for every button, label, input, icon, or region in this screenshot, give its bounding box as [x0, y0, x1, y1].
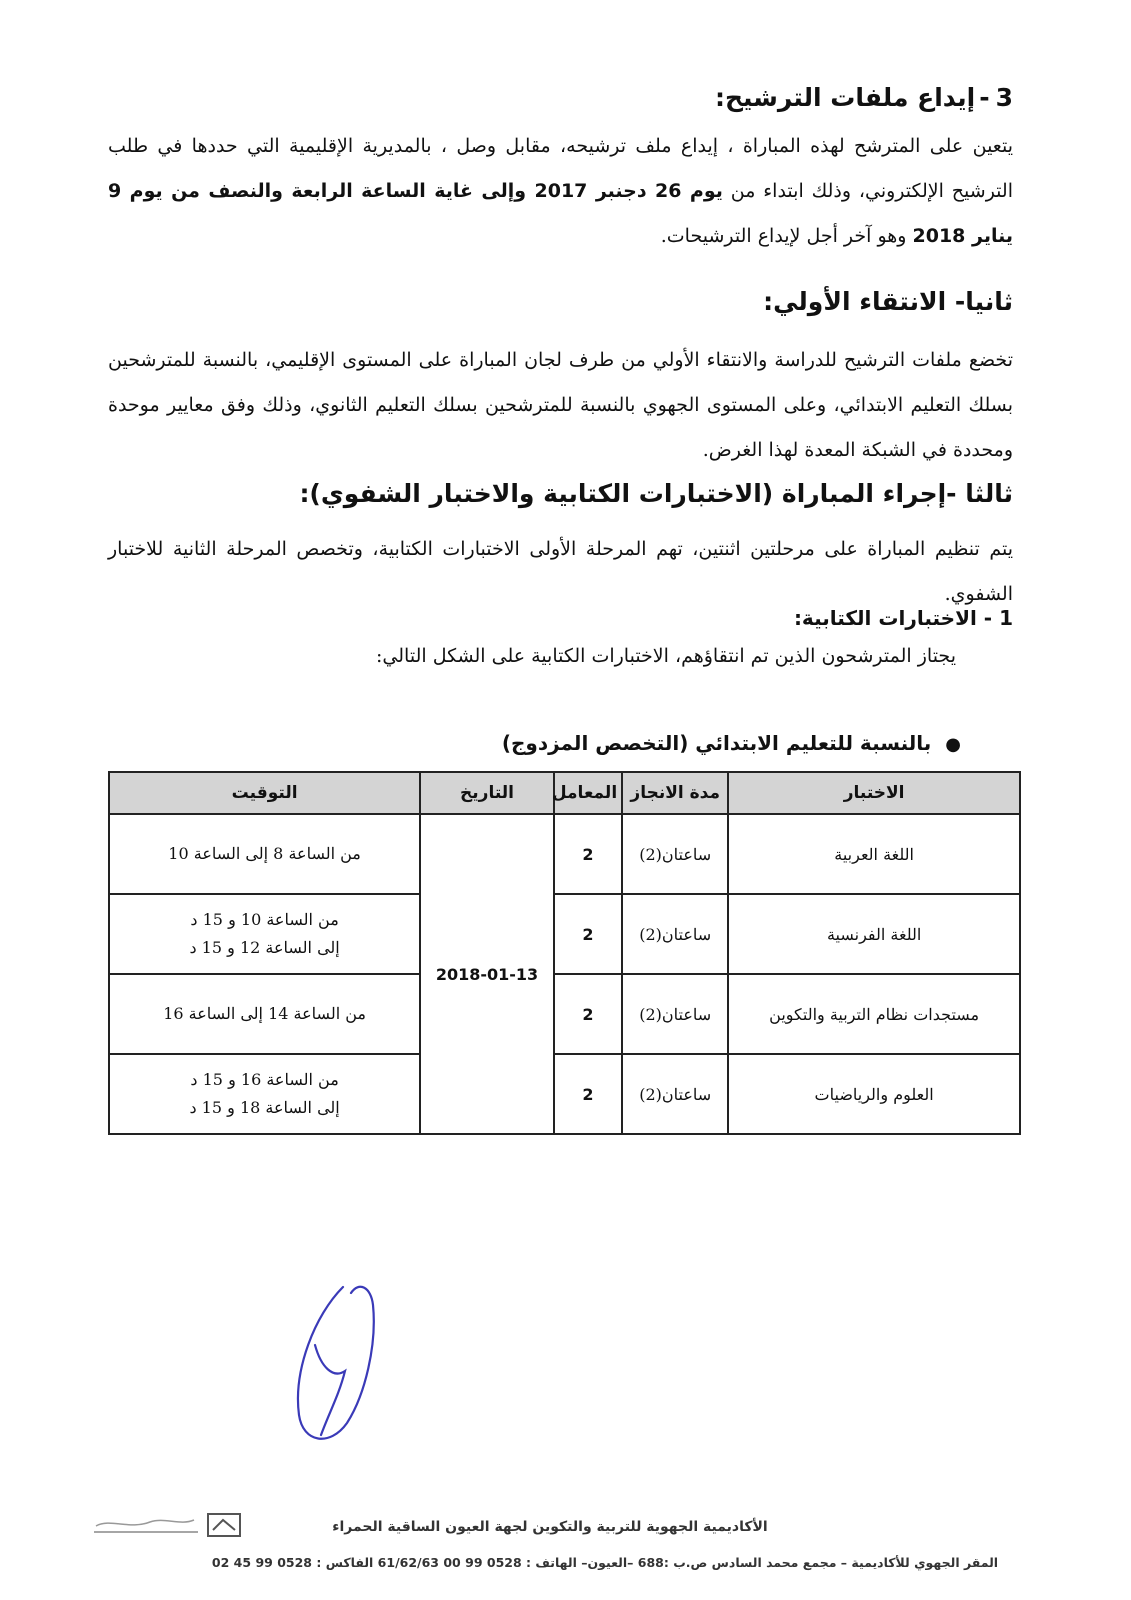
exam-cell: اللغة الفرنسية [728, 894, 1020, 974]
timing-line1: من الساعة 10 و 15 د [190, 910, 339, 929]
timing-line1: من الساعة 16 و 15 د [190, 1070, 339, 1089]
footer-address: المقر الجهوي للأكاديمية – مجمع محمد السادس ص.ب :688 –العيون– الهاتف : 0528 99 00 61/62/63 الفاكس : 0528 99 45 02 [211, 1555, 999, 1570]
section-second-heading: ثانيا- الانتقاء الأولي: [763, 287, 1013, 316]
coefficient-cell: 2 [554, 974, 622, 1054]
section3-text-part1: يتعين على المترشح لهذه المباراة ، إيداع ملف ترشيحه، مقابل وصل ، بالمديرية الإقليمية التي حددها في طلب الترشيح الإلكتروني، وذلك ابتداء من [108, 135, 1013, 202]
written-tests-table [108, 771, 1021, 1135]
header-timing: التوقيت [109, 772, 420, 814]
duration-cell: ساعتان(2) [622, 894, 728, 974]
bullet-dot-icon: ● [945, 734, 961, 755]
bullet-text: بالنسبة للتعليم الابتدائي (التخصص المزدوج) [501, 731, 932, 755]
section3-deadline-text: يوم 26 دجنبر 2017 وإلى غاية الساعة الرابعة والنصف من يوم 9 يناير 2018 [108, 180, 1013, 247]
section-second-paragraph: تخضع ملفات الترشيح للدراسة والانتقاء الأولي من طرف لجان المباراة على المستوى الإقليمي، بالنسبة للمترشحين بسلك التعليم الابتدائي، وعلى المستوى الجهوي بالنسبة للمترشحين بسلك التعليم الثانوي، وذلك وفق معايير موحدة ومحددة في الشبكة المعدة لهذا الغرض. [108, 349, 1013, 461]
table-row [109, 974, 1020, 1054]
coefficient-cell: 2 [554, 814, 622, 894]
header-date: التاريخ [420, 772, 554, 814]
coefficient-cell: 2 [554, 894, 622, 974]
section-third-heading: ثالثا -إجراء المباراة (الاختبارات الكتابية والاختبار الشفوي): [299, 479, 1013, 508]
duration-cell: ساعتان(2) [622, 974, 728, 1054]
table-row [109, 814, 1020, 894]
timing-cell [109, 814, 420, 894]
timing-line2: إلى الساعة 18 و 15 د [189, 1098, 340, 1117]
section3-paragraph [108, 124, 1013, 259]
header-exam: الاختبار [728, 772, 1020, 814]
timing-cell [109, 894, 420, 974]
timing-line2: إلى الساعة 12 و 15 د [189, 938, 340, 957]
coefficient-cell: 2 [554, 1054, 622, 1134]
timing-cell [109, 1054, 420, 1134]
header-duration: مدة الانجاز [622, 772, 728, 814]
written-tests-intro: يجتاز المترشحون الذين تم انتقاؤهم، الاختبارات الكتابية على الشكل التالي: [376, 645, 956, 667]
section3-title: إيداع ملفات الترشيح: [715, 83, 976, 112]
table-row [109, 894, 1020, 974]
section-third-paragraph: يتم تنظيم المباراة على مرحلتين اثنتين، تهم المرحلة الأولى الاختبارات الكتابية، وتخصص المرحلة الثانية للاختبار الشفوي. [108, 538, 1013, 605]
duration-cell: ساعتان(2) [622, 814, 728, 894]
timing-line1: من الساعة 14 إلى الساعة 16 [163, 1004, 366, 1023]
exam-cell: مستجدات نظام التربية والتكوين [728, 974, 1020, 1054]
section3-separator: - [979, 83, 990, 112]
exam-cell: العلوم والرياضيات [728, 1054, 1020, 1134]
table-row [109, 1054, 1020, 1134]
written-tests-heading: 1 - الاختبارات الكتابية: [793, 606, 1013, 630]
section3-text-part2: وهو آخر أجل لإيداع الترشيحات. [660, 225, 913, 247]
section3-number: 3 [995, 83, 1013, 112]
table-header-row [109, 772, 1020, 814]
primary-education-bullet [502, 731, 961, 755]
handwritten-signature [285, 1275, 395, 1455]
exam-cell: اللغة العربية [728, 814, 1020, 894]
timing-cell [109, 974, 420, 1054]
duration-cell: ساعتان(2) [622, 1054, 728, 1134]
footer-academy-name: الأكاديمية الجهوية للتربية والتكوين لجهة العيون الساقية الحمراء [332, 1519, 768, 1535]
timing-line1: من الساعة 8 إلى الساعة 10 [168, 844, 361, 863]
header-coefficient: المعامل [554, 772, 622, 814]
date-cell: 2018-01-13 [420, 814, 554, 1134]
section3-heading [715, 83, 1013, 113]
